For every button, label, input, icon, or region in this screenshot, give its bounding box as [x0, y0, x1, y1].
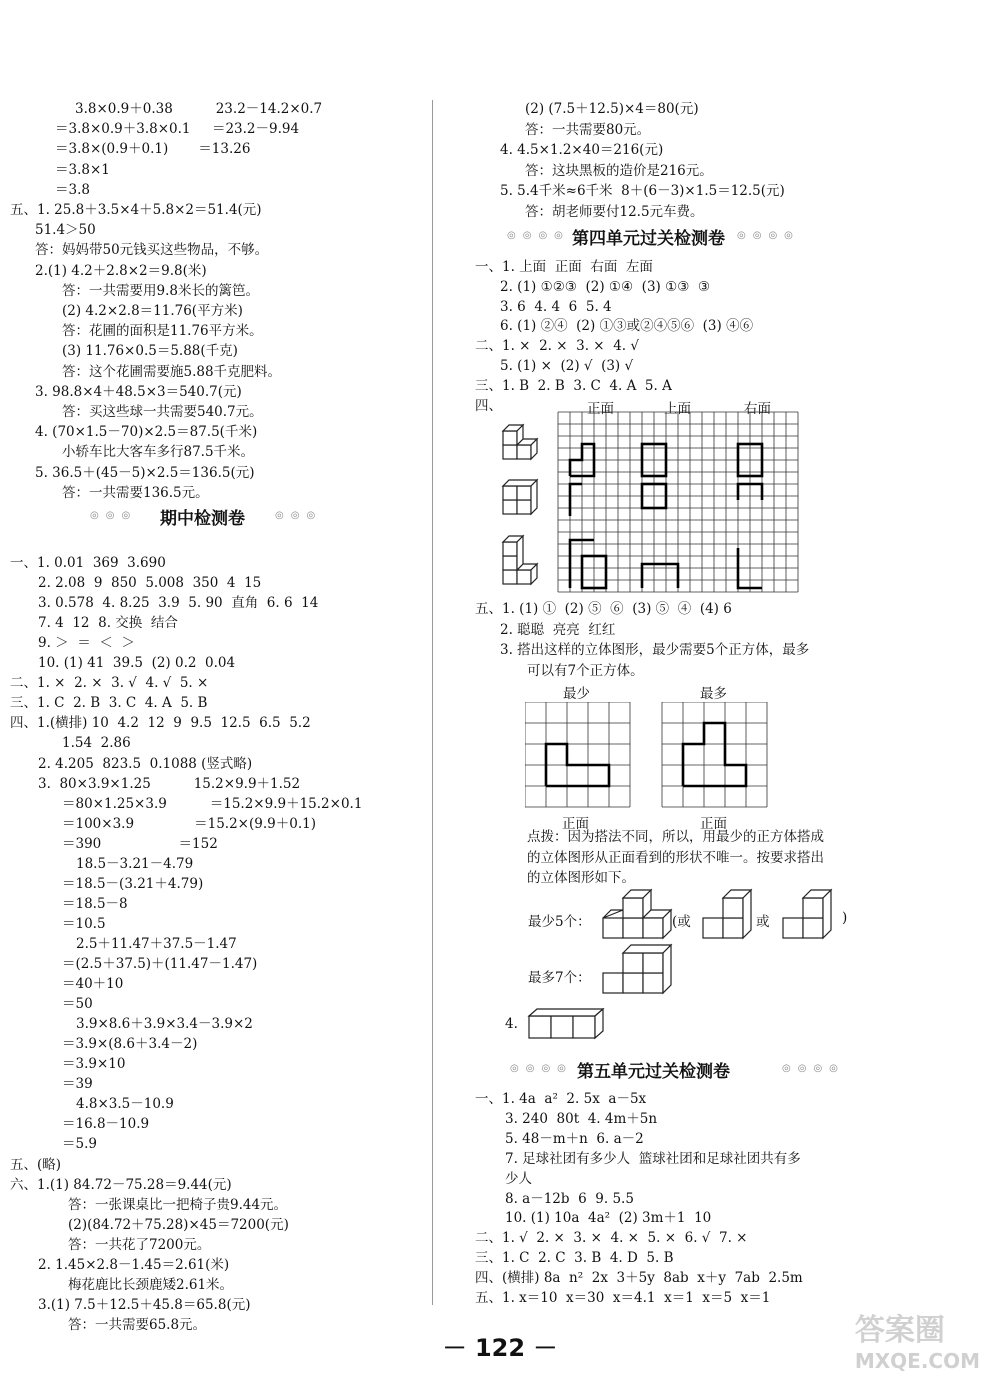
title-decoration-dots: ◎◎◎◎ — [510, 1063, 573, 1074]
text-line: ＝40＋10 — [62, 976, 124, 993]
text-line: 答：这块黑板的造价是216元。 — [525, 162, 713, 179]
text-line: 3. 0.578 4. 8.25 3.9 5. 90 直角 6. 6 14 — [38, 595, 319, 612]
text-line: ＝100×3.9 ＝15.2×(9.9＋0.1) — [62, 815, 316, 832]
text-line: 5. (1) × (2) √ (3) √ — [500, 358, 634, 374]
text-line: ＝80×1.25×3.9 ＝15.2×9.9＋15.2×0.1 — [62, 795, 363, 812]
text-line: (2) 4.2×2.8＝11.76(平方米) — [62, 303, 243, 319]
text-line: ＝(2.5＋37.5)＋(11.47－1.47) — [62, 956, 258, 972]
min-max-grids — [525, 702, 770, 812]
cube-illustrations — [595, 888, 865, 1038]
text-line: 的立体图形如下。 — [527, 870, 635, 886]
label-max: 最多 — [700, 686, 727, 702]
text-line: (3) 11.76×0.5＝5.88(千克) — [62, 343, 238, 360]
text-line: 3.(1) 7.5＋12.5＋45.8＝65.8(元) — [38, 1296, 251, 1313]
text-line: ＝5.9 — [62, 1136, 97, 1153]
text-line: 10. (1) 10a 4a² (2) 3m＋1 10 — [505, 1210, 712, 1227]
text-line: ＝10.5 — [62, 915, 106, 932]
text-line: 三、1. B 2. B 3. C 4. A 5. A — [475, 377, 672, 394]
text-line: 答：这个花圃需要施5.88千克肥料。 — [62, 363, 282, 380]
text-line: 六、1.(1) 84.72－75.28＝9.44(元) — [10, 1176, 232, 1193]
text-line: 答：一张课桌比一把椅子贵9.44元。 — [68, 1196, 288, 1213]
text-line: ＝18.5－(3.21＋4.79) — [62, 875, 204, 892]
text-line: ＝18.5－8 — [62, 895, 128, 912]
text-line: 四、 — [475, 397, 502, 414]
text-line: 二、1. × 2. × 3. × 4. √ — [475, 338, 639, 355]
title-decoration-dots: ◎◎◎ — [275, 510, 323, 521]
text-line: 答：一共花了7200元。 — [68, 1236, 211, 1253]
text-line: 3. 240 80t 4. 4m＋5n — [505, 1110, 658, 1127]
text-line: 2.(1) 4.2＋2.8×2＝9.8(米) — [35, 262, 207, 279]
text-line: ＝3.8×0.9＋3.8×0.1 ＝23.2－9.94 — [55, 121, 300, 138]
q4-cubes — [527, 1008, 607, 1040]
tip-close-paren: ) — [842, 910, 848, 926]
text-line: 3. 98.8×4＋48.5×3＝540.7(元) — [35, 383, 242, 400]
text-line: 7. 足球社团有多少人 篮球社团和足球社团共有多 — [505, 1150, 801, 1167]
text-line: 5. 5.4千米≈6千米 8＋(6－3)×1.5＝12.5(元) — [500, 183, 785, 199]
tip-min-label: 最少5个： — [528, 914, 591, 930]
view-label-front: 正面 — [587, 401, 614, 417]
text-line: 答：胡老师要付12.5元车费。 — [525, 203, 704, 220]
watermark — [855, 1305, 980, 1373]
tip-or-1: (或 — [672, 914, 691, 930]
text-line: 小轿车比大客车多行87.5千米。 — [62, 444, 255, 461]
column-divider — [432, 100, 433, 1305]
text-line: 五、(略) — [10, 1156, 62, 1173]
title-decoration-dots: ◎◎◎ — [90, 510, 138, 521]
text-line: 答：一共需要80元。 — [525, 121, 651, 138]
text-line: 三、1. C 2. B 3. C 4. A 5. B — [10, 695, 208, 712]
text-line: ＝3.8×1 — [55, 161, 110, 178]
text-line: 2. 聪聪 亮亮 红红 — [500, 621, 616, 638]
text-line: ＝3.9×10 — [62, 1056, 126, 1073]
cube-figure-2 — [503, 480, 537, 514]
page-number: － 122 － — [442, 1334, 558, 1362]
text-line: 的立体图形从正面看到的形状不唯一。按要求搭出 — [527, 849, 824, 866]
text-line: 6. (1) ②④ (2) ①③或②④⑤⑥ (3) ④⑥ — [500, 318, 754, 335]
text-line: 4. (70×1.5－70)×2.5＝87.5(千米) — [35, 424, 258, 441]
watermark-url: MXQE.COM — [854, 1349, 980, 1373]
text-line: 五、1. x＝10 x＝30 x＝4.1 x＝1 x＝5 x＝1 — [475, 1290, 771, 1306]
text-line: 10. (1) 41 39.5 (2) 0.2 0.04 — [38, 655, 236, 672]
text-line: 答：妈妈带50元钱买这些物品，不够。 — [35, 242, 269, 259]
view-label-right: 右面 — [744, 401, 771, 417]
text-line: ＝50 — [62, 996, 93, 1013]
text-line: 3.9×8.6＋3.9×3.4－3.9×2 — [76, 1016, 253, 1033]
text-line: 点拨：因为搭法不同，所以，用最少的正方体搭成 — [527, 829, 824, 845]
text-line: 9. ＞ ＝ ＜ ＞ — [38, 635, 135, 652]
text-line: 3. 搭出这样的立体图形，最少需要5个正方体，最多 — [500, 642, 810, 658]
label-min: 最少 — [563, 686, 590, 702]
label-front-1: 正面 — [562, 816, 589, 832]
text-line: ＝16.8－10.9 — [62, 1116, 150, 1133]
title-decoration-dots: ◎◎◎◎ — [507, 230, 570, 241]
text-line: 4. 4.5×1.2×40＝216(元) — [500, 142, 664, 158]
text-line: 一、1. 0.01 369 3.690 — [10, 555, 166, 571]
text-line: 五、1. (1) ① (2) ⑤ ⑥ (3) ⑤ ④ (4) 6 — [475, 601, 732, 617]
text-line: 4.8×3.5－10.9 — [76, 1096, 174, 1113]
text-line: 3. 80×3.9×1.25 15.2×9.9＋1.52 — [38, 775, 301, 792]
text-line: 2. 4.205 823.5 0.1088 (竖式略) — [38, 755, 253, 772]
text-line: 2. 1.45×2.8－1.45＝2.61(米) — [38, 1256, 230, 1273]
text-line: 2. (1) ①②③ (2) ①④ (3) ①③ ③ — [500, 278, 710, 295]
text-line: 三、1. C 2. C 3. B 4. D 5. B — [475, 1250, 674, 1267]
watermark-logo-text: 答案圈 — [854, 1313, 945, 1348]
text-line: (2)(84.72＋75.28)×45＝7200(元) — [68, 1216, 289, 1233]
text-line: 2.5＋11.47＋37.5－1.47 — [76, 935, 237, 952]
text-line: 梅花鹿比长颈鹿矮2.61米。 — [68, 1276, 234, 1293]
text-line: 1.54 2.86 — [62, 735, 131, 752]
text-line: 四、1.(横排) 10 4.2 12 9 9.5 12.5 6.5 5.2 — [10, 715, 311, 732]
text-line: 3.8×0.9＋0.38 23.2－14.2×0.7 — [75, 101, 323, 117]
section-title-unit4: 第四单元过关检测卷 — [572, 229, 725, 249]
text-line: 18.5－3.21－4.79 — [76, 855, 194, 872]
section-title-midterm: 期中检测卷 — [160, 509, 245, 529]
text-line: 2. 2.08 9 850 5.008 350 4 15 — [38, 575, 262, 592]
cube-figure-1 — [503, 425, 537, 459]
three-views-diagram — [495, 410, 810, 605]
text-line: 答：买这些球一共需要540.7元。 — [62, 404, 263, 420]
text-line: 五、1. 25.8＋3.5×4＋5.8×2＝51.4(元) — [10, 202, 262, 218]
text-line: 3. 6 4. 4 6 5. 4 — [500, 298, 612, 315]
text-line: 一、1. 4a a² 2. 5x a－5x — [475, 1091, 647, 1107]
text-line: ＝3.9×(8.6＋3.4－2) — [62, 1036, 198, 1053]
tip-max-label: 最多7个： — [528, 970, 591, 986]
title-decoration-dots: ◎◎◎◎ — [782, 1063, 845, 1074]
text-line: 7. 4 12 8. 交换 结合 — [38, 615, 178, 632]
section-title-unit5: 第五单元过关检测卷 — [577, 1062, 730, 1082]
text-line: 二、1. √ 2. × 3. × 4. × 5. × 6. √ 7. × — [475, 1230, 748, 1247]
text-line: ＝390 ＝152 — [62, 835, 218, 852]
text-line: 答：一共需要65.8元。 — [68, 1316, 207, 1333]
text-line: 答：花圃的面积是11.76平方米。 — [62, 323, 263, 340]
text-line: 答：一共需要用9.8米长的篱笆。 — [62, 282, 259, 299]
text-line: 一、1. 上面 正面 右面 左面 — [475, 259, 653, 275]
text-line: 少人 — [505, 1170, 532, 1187]
cube-figure-3 — [503, 536, 537, 584]
tip-or-2: 或 — [756, 914, 770, 930]
text-line: (2) (7.5＋12.5)×4＝80(元) — [525, 101, 699, 117]
text-line: 51.4＞50 — [35, 222, 96, 239]
title-decoration-dots: ◎◎◎◎ — [737, 230, 800, 241]
text-line: 5. 36.5＋(45－5)×2.5＝136.5(元) — [35, 464, 255, 481]
text-line: ＝3.8×(0.9＋0.1) ＝13.26 — [55, 141, 251, 158]
text-line: 二、1. × 2. × 3. √ 4. √ 5. × — [10, 675, 209, 692]
text-line: ＝3.8 — [55, 181, 90, 198]
question-4-label: 4. — [505, 1016, 518, 1032]
text-line: 5. 48－m＋n 6. a－2 — [505, 1130, 644, 1147]
text-line: 四、(横排) 8a n² 2x 3＋5y 8ab x＋y 7ab 2.5m — [475, 1270, 803, 1287]
text-line: 8. a－12b 6 9. 5.5 — [505, 1190, 634, 1207]
text-line: 答：一共需要136.5元。 — [62, 484, 209, 501]
view-label-top: 上面 — [664, 401, 691, 417]
text-line: ＝39 — [62, 1076, 93, 1093]
label-front-2: 正面 — [700, 816, 727, 832]
text-line: 可以有7个正方体。 — [527, 662, 644, 679]
